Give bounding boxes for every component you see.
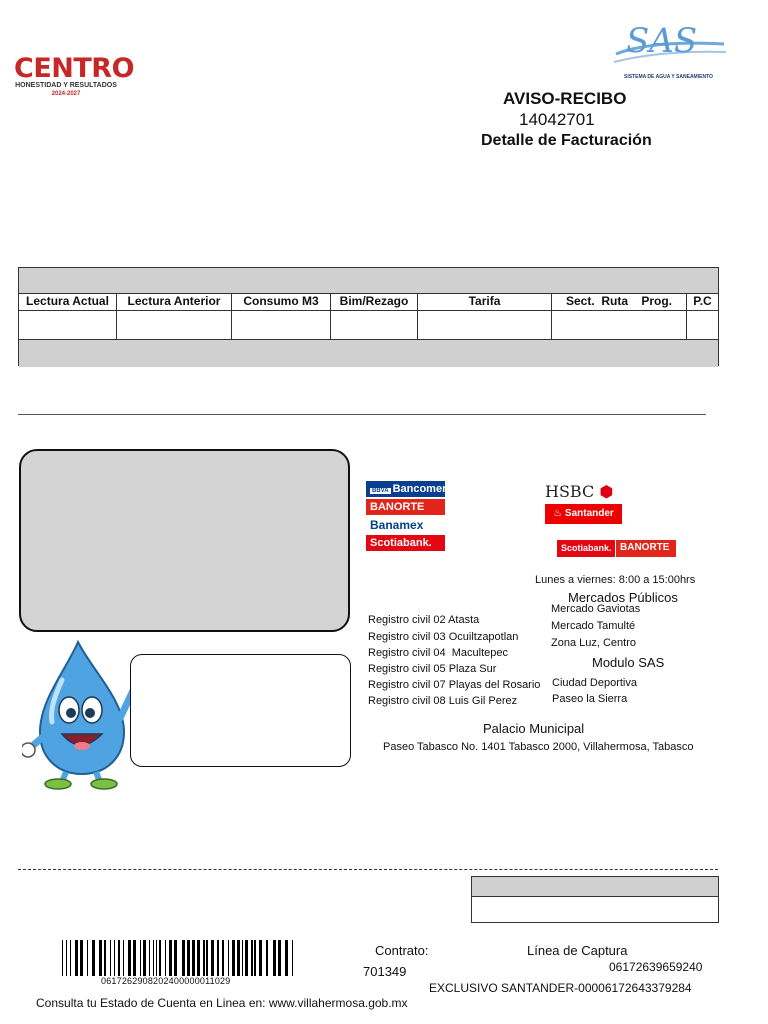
payment-stub-box: [471, 876, 719, 923]
registro-item: Registro civil 07 Playas del Rosario: [368, 679, 541, 691]
secondary-message-box: [130, 654, 351, 767]
col-header: Sect. Ruta Prog.: [552, 293, 686, 311]
santander-flame-icon: ♨: [553, 508, 563, 519]
col-tarifa: [418, 293, 552, 339]
barcode-number: 0617262908202400000011029: [101, 976, 231, 986]
palacio-title: Palacio Municipal: [483, 721, 585, 736]
registro-item: Registro civil 08 Luis Gil Perez: [368, 695, 518, 707]
col-lectura-anterior: [117, 293, 232, 339]
mercados-title: Mercados Públicos: [568, 590, 678, 605]
col-consumo: [232, 293, 331, 339]
billing-table: [18, 267, 719, 366]
santander-logo: [545, 504, 622, 524]
centro-logo-slogan: HONESTIDAD Y RESULTADOS: [15, 82, 117, 89]
sas-logo: [612, 22, 730, 84]
consulta-text: Consulta tu Estado de Cuenta en Linea en: www.villahermosa.gob.mx: [36, 996, 408, 1010]
mercado-item: Zona Luz, Centro: [551, 637, 636, 649]
bbva-tag: BBVA: [372, 488, 389, 494]
modulo-item: Ciudad Deportiva: [552, 677, 637, 689]
barcode-icon: [62, 940, 296, 976]
modulo-title: Modulo SAS: [592, 655, 665, 670]
banorte-logo-2: BANORTE: [616, 540, 676, 557]
banorte-logo: BANORTE: [366, 499, 445, 515]
santander-label: Santander: [564, 508, 614, 519]
contrato-label: Contrato:: [375, 943, 429, 958]
centro-logo-name: CENTRO: [14, 53, 135, 84]
bank-logos-left: [366, 481, 445, 551]
centro-logo-years: 2024-2027: [51, 91, 81, 97]
col-header: Bim/Rezago: [331, 293, 417, 311]
table-bottom-band: [19, 339, 718, 367]
scotiabank-logo: Scotiabank.: [366, 535, 445, 551]
document-title: AVISO-RECIBO: [503, 89, 627, 108]
palacio-address: Paseo Tabasco No. 1401 Tabasco 2000, Villahermosa, Tabasco: [383, 741, 694, 753]
cut-line: [18, 869, 718, 870]
sas-logo-mark: [612, 22, 730, 76]
col-header: Tarifa: [418, 293, 551, 311]
section-divider: [18, 414, 706, 415]
col-header: Lectura Actual: [19, 293, 116, 311]
col-header: Lectura Anterior: [117, 293, 231, 311]
col-lectura-actual: [19, 293, 117, 339]
hours-text: Lunes a viernes: 8:00 a 15:00hrs: [535, 574, 696, 586]
col-pc: [687, 293, 718, 339]
registro-item: Registro civil 04 Macultepec: [368, 647, 509, 659]
stub-band: [472, 877, 718, 897]
linea-captura-value: 06172639659240: [609, 960, 703, 974]
col-header: Consumo M3: [232, 293, 330, 311]
receipt-number: 14042701: [519, 110, 595, 129]
hsbc-label: HSBC: [545, 482, 595, 501]
sas-logo-name: SAS: [626, 22, 698, 61]
centro-logo: [14, 53, 135, 98]
col-header: P.C: [687, 293, 718, 311]
exclusivo-santander: EXCLUSIVO SANTANDER-00006172643379284: [429, 981, 692, 995]
registro-item: Registro civil 05 Plaza Sur: [368, 663, 497, 675]
scotiabank-logo-2: Scotiabank.: [557, 540, 615, 557]
message-box: [19, 449, 350, 632]
linea-captura-label: Línea de Captura: [527, 943, 628, 958]
bancomer-label: Bancomer: [392, 483, 447, 495]
banamex-logo: Banamex: [366, 517, 445, 533]
contrato-value: 701349: [363, 964, 407, 979]
document-subtitle: Detalle de Facturación: [481, 132, 652, 149]
bancomer-logo: [366, 481, 445, 497]
sas-logo-caption: SISTEMA DE AGUA Y SANEAMIENTO: [624, 74, 713, 80]
hsbc-hexagon-icon: ⬢: [599, 482, 614, 501]
hsbc-logo: [545, 482, 613, 501]
table-columns: [19, 293, 718, 339]
col-sect-ruta-prog: [552, 293, 687, 339]
table-top-band: [19, 268, 718, 294]
modulo-item: Paseo la Sierra: [552, 693, 628, 705]
mercado-item: Mercado Gaviotas: [551, 603, 641, 615]
col-bim-rezago: [331, 293, 418, 339]
registro-item: Registro civil 02 Atasta: [368, 614, 480, 626]
registro-item: Registro civil 03 Ocuiltzapotlan: [368, 631, 519, 643]
mercado-item: Mercado Tamulté: [551, 620, 636, 632]
